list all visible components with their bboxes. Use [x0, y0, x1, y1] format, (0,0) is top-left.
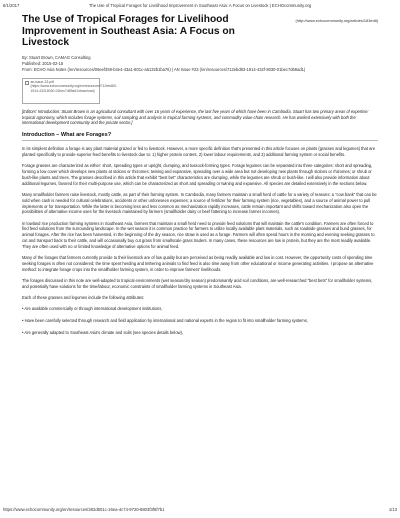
- list-item: • Are generally adapted to Southeast Asia's climate and soils (see species details below),: [22, 329, 184, 335]
- article-meta: [22, 55, 378, 73]
- print-date: 6/1/2017: [3, 3, 20, 8]
- paragraph: Many of the forages that farmers currently provide to their livestock are of low quality but are perceived as being readily available and low in cost. However, the opportunity costs of spending time seeking forages is often not considered; the time spent herding and tethering animals to find feed is also time away from other educational or income generating activities. I propose an alternative method: to integrate forage crops into the smallholder farming system, in order to improve farmers' livelihoods.: [22, 255, 374, 272]
- print-header: [3, 3, 397, 11]
- print-footer: [3, 507, 397, 515]
- editors-introduction: [Editors' Introduction: Stuart Brown is an agricultural consultant with over 16 years of experience, the last five years of which have been in Cambodia. Stuart has two primary areas of expertise: tropical agronomy, which includes forage systems, soil sampling and analysis in tropical farming systems, and commodity value chain research. He has worked extensively with both the international development community and the private sector.]: [22, 108, 369, 126]
- page-number: 1/13: [388, 507, 397, 512]
- byline: By: Stuart Brown, CAMAG Consulting: [22, 54, 91, 60]
- list-item: • Are available commercially or through international development institutions,: [22, 305, 163, 311]
- attachment-text[interactable]: an-issue-23.pdf (https://www.echocommunity.org/en/resources/712ebd83-1914-432f-8030-01bec7d69ad1/download): [30, 80, 117, 93]
- broken-image-icon: [25, 81, 29, 85]
- paragraph: Each of these grasses and legumes include the following attributes:: [22, 295, 145, 301]
- section-divider: [22, 140, 378, 141]
- print-url: https://www.echocommunity.org/en/resources/282d601c-16ea-4c74-9720-6803f3f6f7b1: [3, 507, 165, 512]
- list-item: • Have been carefully selected through research and field application by international and national experts in the region to fit into smallholder farming systems,: [22, 317, 308, 323]
- source-links[interactable]: From: ECHO Asia Notes (/en/resources/06eef359-b4e4-43a1-801c-a6132b1ba76) | AN Issue #23 (/en/resources/712ebd83-1914-432f-8030-01bec7d69ad1): [22, 66, 306, 72]
- paragraph: The forages discussed in this note are well-adapted to tropical environments (wet season/dry season) predominantly acid soil conditions, are well-researched "best bets" for smallholder systems, and potentially have solutions for the time/labour, economic constraints of smallholder farming systems in Southeast Asia.: [22, 278, 373, 289]
- paragraph: In lowland rice production farming systems in Southeast Asia, farmers that maintain a small herd need to provide feed solutions that will maintain the cattle's condition. Farmers are often forced to find feed solutions from the surrounding landscape. In the wet season it is common practice for farmers to utilize locally available plant materials, such as roadside grasses and bund grasses, for animal forages. After the rice has been harvested, in the beginning of the dry season, rice straw is used as a forage. Farmers will often spend hours in the morning and evening seeking grasses to cut and transport back to their cattle, and will occasionally buy cut grass from smallscale grass traders. In many cases, these resources are low in protein, but they are the most readily available. They are often used with no or limited knowledge of alternative options for animal feed.: [22, 220, 375, 249]
- article-url-note[interactable]: (http://www.echocommunity.org/articles/183edit): [295, 18, 378, 23]
- section-heading: Introduction – What are Forages?: [22, 132, 112, 139]
- attribute-list: [22, 306, 378, 335]
- print-page-title: The Use of Tropical Forages for Livelihood Improvement in Southeast Asia: A Focus on Livestock | ECHOcommunity.org: [88, 3, 312, 8]
- paragraph: Many smallholder farmers raise livestock, mostly cattle, as part of their farming system. In Cambodia, many farmers maintain a small herd of cattle for a variety of reasons: a "cow bank" that can be sold when cash is needed for cultural celebrations, accidents or other unforeseen expenses; a source of fertilizer for their farming system (rice, vegetables), and a source of animal power to pull implements or for transportation. While the latter is becoming less and less common as mechanization rapidly increases, cattle remain important and shifts toward mechanization also open the possibilities of alternative income uses for the livestock maintained by farmers (smallholder dairy or beef fattening to increase farmer incomes).: [22, 191, 377, 215]
- paragraph: Forage grasses are characterized as either: short, spreading types or upright, clumping, and tussock-forming types. Forage legumes can be separated into three categories: short and spreading, forming a low cover which develops new plants at stolons or rhizomes; twining and expansive, spreading over a wide area but not developing new plants through stolons or rhizomes; or shrub or bush-like plants and trees. The grasses described in this article that exhibit "best bet" characteristics are clumping, while the legumes are shrub or bush-like. I will also provide information about additional legumes, favored for their multi-purpose use, which can be characterized as short and spreading or twining and expansive. All species are detailed extensively in the sections below.: [22, 163, 373, 186]
- attachment-link-box[interactable]: [22, 78, 117, 104]
- article-title: The Use of Tropical Forages for Livelihood Improvement in Southeast Asia: A Focus on Livestock: [22, 14, 235, 48]
- published-date: Published: 2015-02-15: [22, 60, 64, 66]
- paragraph: In its simplest definition a forage is any plant material grazed or fed to livestock. However, a more specific definition that's presented in this article focuses on plants (grasses and legumes) that are planted specifically to provide superior feed benefits to livestock due to: 1) higher protein content, 2) lower labour requirements, and 3) additional farming system or social benefits.: [22, 146, 376, 157]
- article: [22, 12, 378, 341]
